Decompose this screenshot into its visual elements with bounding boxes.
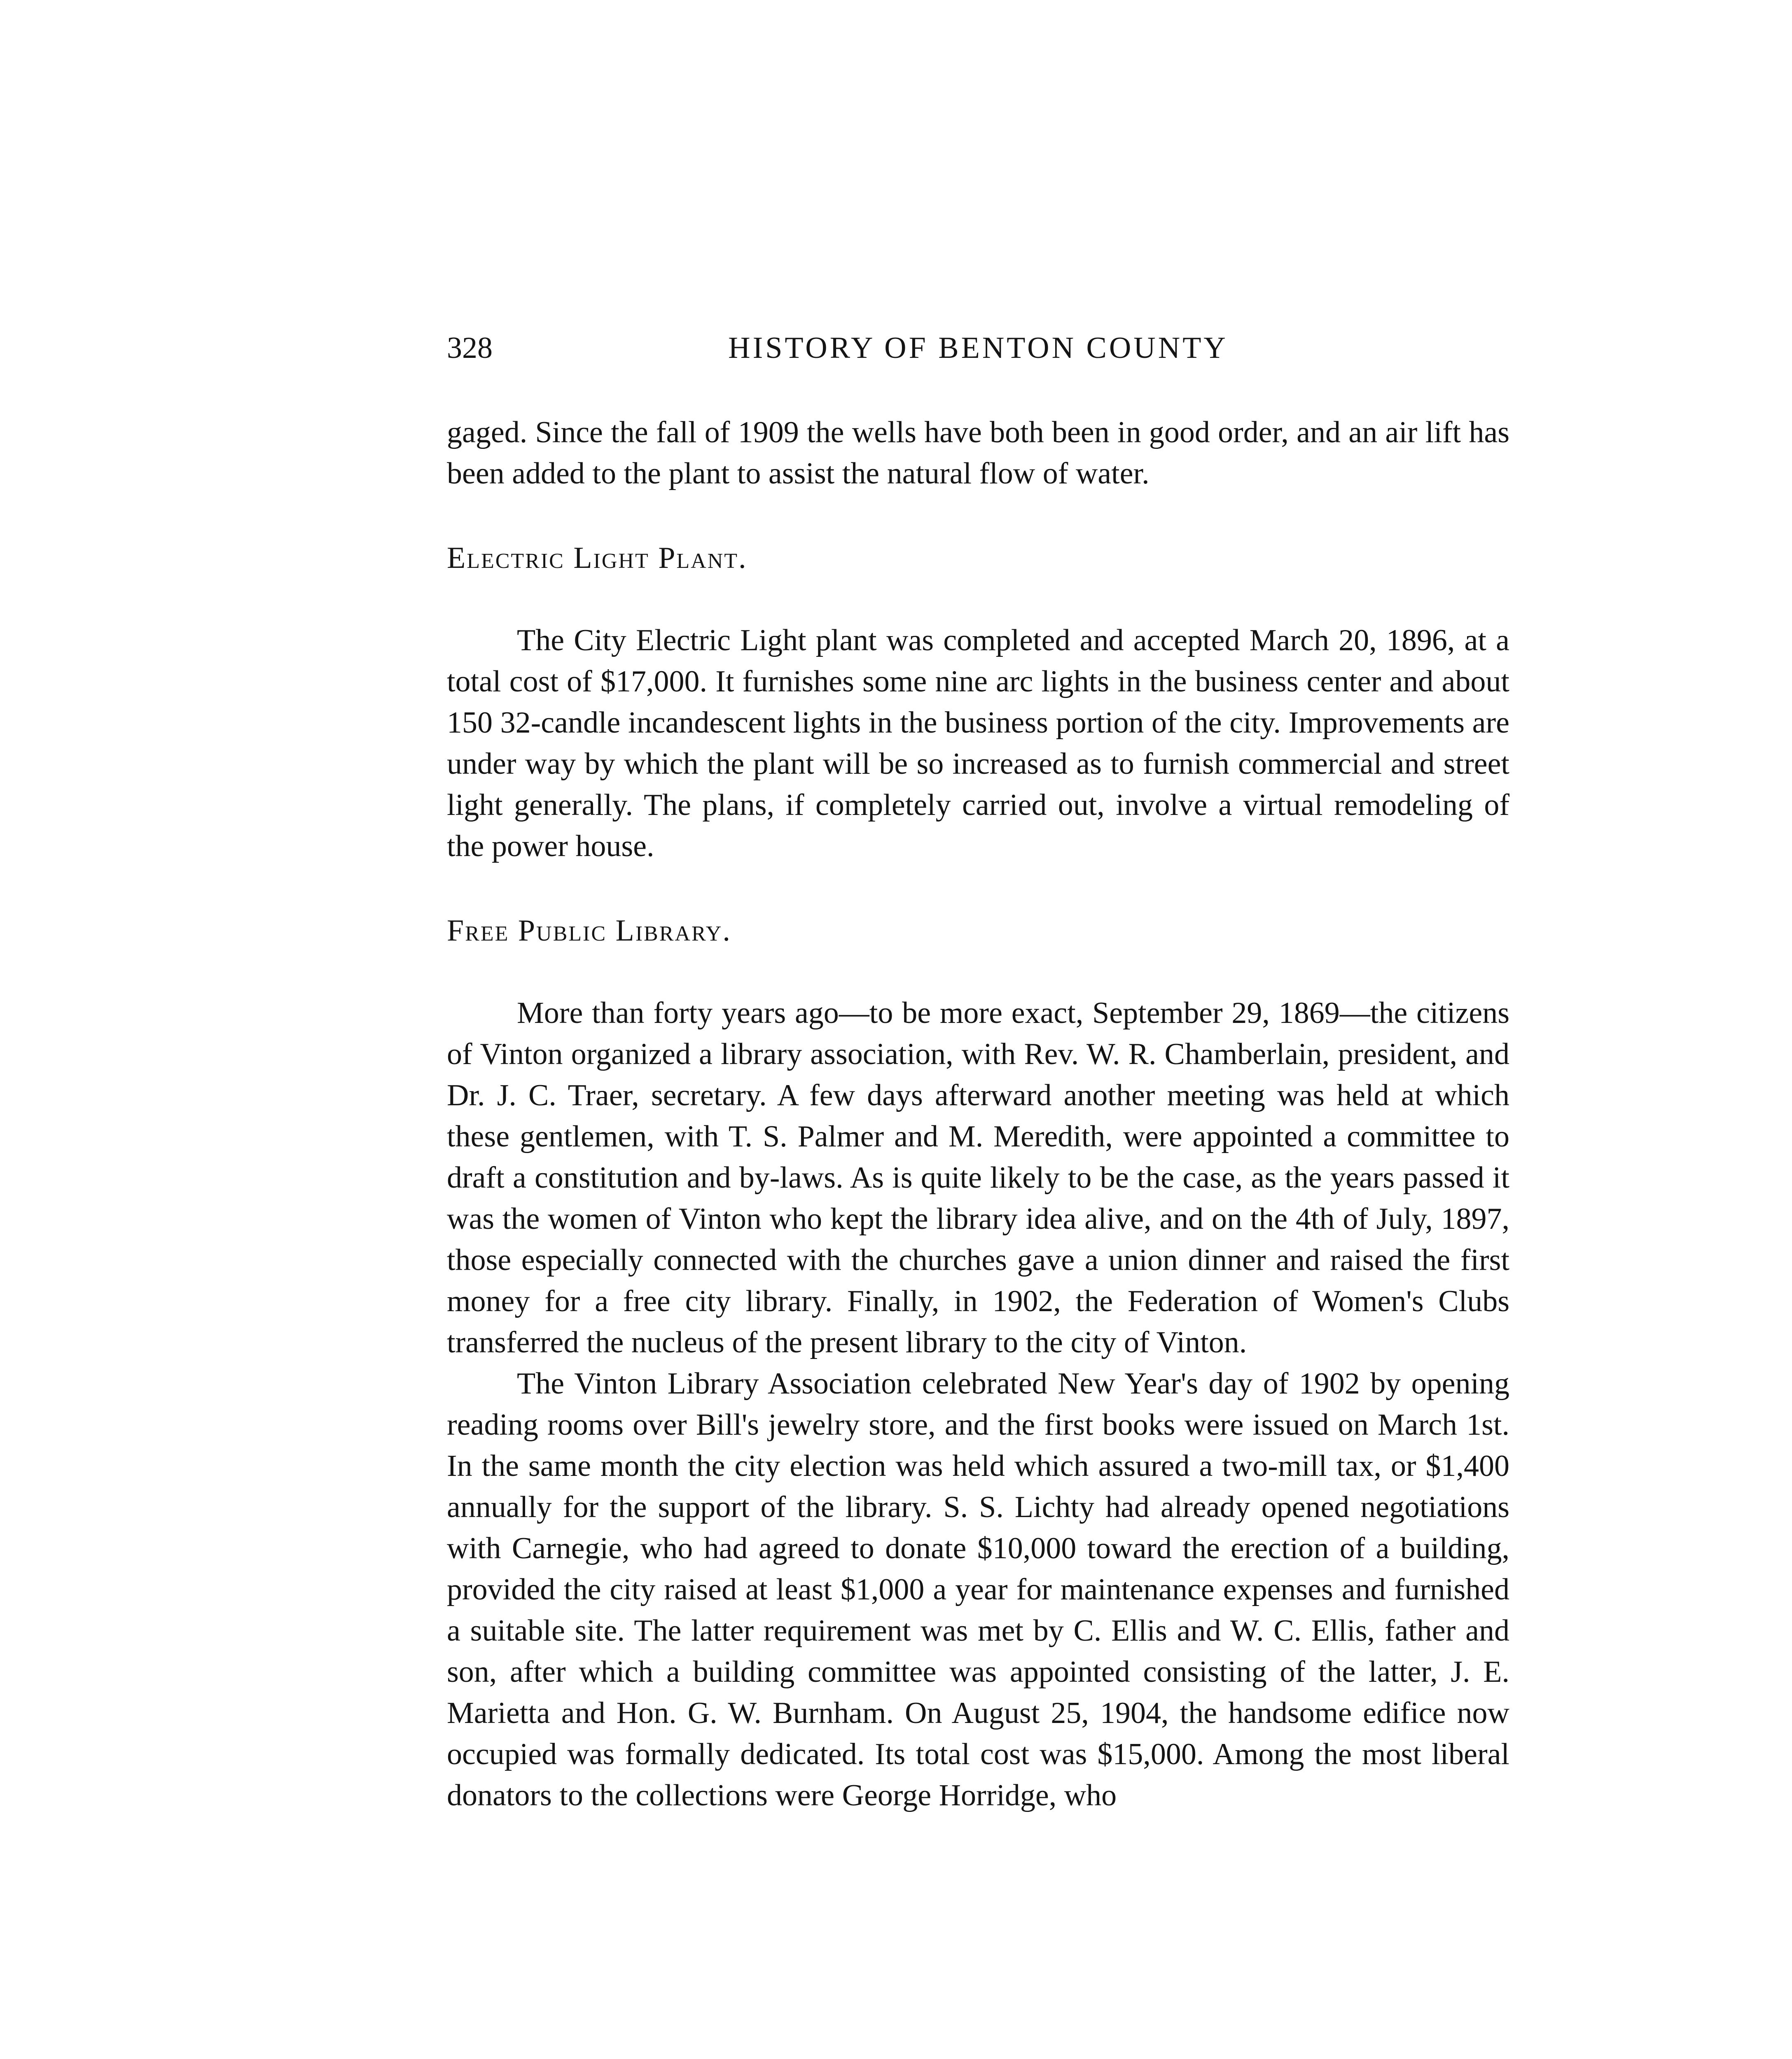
paragraph-continued: gaged. Since the fall of 1909 the wells have both been in good order, and an air lift has been added to the plant to assist the natural flow of water. [447, 416, 1509, 490]
section-heading-free-public-library: Free Public Library. [447, 914, 731, 948]
body-text [447, 412, 1509, 1816]
paragraph-library-history: More than forty years ago—to be more exact, September 29, 1869—the citizens of Vinton organized a library association, with Rev. W. R. Chamberlain, president, and Dr. J. C. Traer, secretary. A few days afterward another meeting was held at which these gentlemen, with T. S. Palmer and M. Meredith, were appointed a committee to draft a constitution and by-laws. As is quite likely to be the case, as the years passed it was the women of Vinton who kept the library idea alive, and on the 4th of July, 1897, those especially connected with the churches gave a union dinner and raised the first money for a free city library. Finally, in 1902, the Federation of Women's Clubs transferred the nucleus of the present library to the city of Vinton. [447, 996, 1509, 1359]
running-head [447, 329, 1509, 367]
paragraph-library-association: The Vinton Library Association celebrated New Year's day of 1902 by opening reading rooms over Bill's jewelry store, and the first books were issued on March 1st. In the same month the city election was held which assured a two-mill tax, or $1,400 annually for the support of the library. S. S. Lichty had already opened negotiations with Carnegie, who had agreed to donate $10,000 toward the erection of a building, provided the city raised at least $1,000 a year for maintenance expenses and furnished a suitable site. The latter requirement was met by C. Ellis and W. C. Ellis, father and son, after which a building committee was appointed consisting of the latter, J. E. Marietta and Hon. G. W. Burnham. On August 25, 1904, the handsome edifice now occupied was formally dedicated. Its total cost was $15,000. Among the most liberal donators to the collections were George Horridge, who [447, 1367, 1509, 1812]
book-page [447, 0, 1509, 2059]
running-title: HISTORY OF BENTON COUNTY [728, 331, 1228, 365]
paragraph-electric-light: The City Electric Light plant was completed and accepted March 20, 1896, at a total cost of $17,000. It furnishes some nine arc lights in the business center and about 150 32-candle incandescent lights in the business portion of the city. Improvements are under way by which the plant will be so increased as to furnish commercial and street light generally. The plans, if completely carried out, involve a virtual remodeling of the power house. [447, 623, 1509, 863]
page-number: 328 [447, 331, 493, 365]
section-heading-electric-light-plant: Electric Light Plant. [447, 541, 748, 575]
